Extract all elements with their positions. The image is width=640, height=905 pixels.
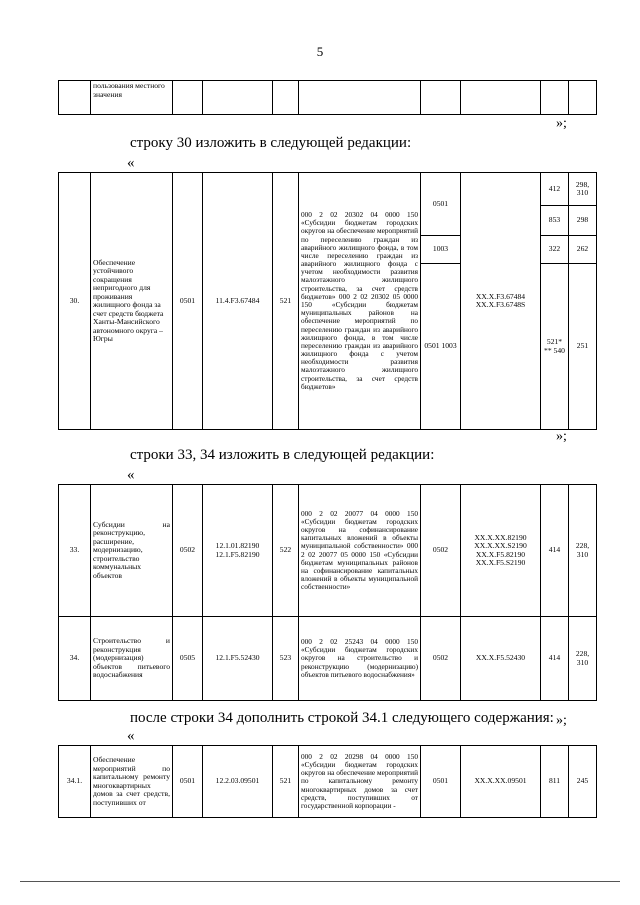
kvr-1: 412 (541, 173, 569, 206)
income-code-text: 000 2 02 20302 04 0000 150 «Субсидии бюджетам городских округов на обеспечение мероприятий по переселению граждан из аварийного жилищного фонда, в том числе переселению граждан из аварийного жилищного фонда с учетом необходимости развития малоэтажного жилищного строительства, за счет средств бюджетов» 000 2 02 20302 05 0000 150 «Субсидии бюджетам муниципальных районов на обеспечение мероприятий по переселению граждан из аварийного жилищного фонда, в том числе переселению граждан из аварийного жилищного фонда с учетом необходимости развития малоэтажного жилищного строительства, за счет средств бюджетов» (299, 173, 421, 430)
target-code: ХХ.Х.F3.67484 ХХ.Х.F3.6748S (461, 173, 541, 430)
heading-row30: строку 30 изложить в следующей редакции: (130, 135, 412, 151)
kosgu-3: 262 (569, 236, 597, 264)
row34-1-table (58, 745, 597, 818)
row-name: Обеспечение устойчивого сокращения непригодного для проживания жилищного фонда за счет средств бюджета Ханты-Мансийского автономного округа – Югры (91, 173, 173, 430)
rz-code-2: 0502 (421, 617, 461, 701)
kvr: 414 (541, 617, 569, 701)
row-number: 30. (59, 173, 91, 430)
rz-a: 0501 (421, 173, 461, 236)
open-quote: « (127, 728, 135, 744)
row-number: 34. (59, 617, 91, 701)
rz-code: 0502 (173, 485, 203, 617)
rz-b: 1003 (421, 236, 461, 264)
income-code-text: 000 2 02 25243 04 0000 150 «Субсидии бюджетам городских округов на строительство и реконструкцию (модернизацию) объектов питьевого водоснабжения» (299, 617, 421, 701)
heading-row34-1: после строки 34 дополнить строкой 34.1 следующего содержания: (130, 710, 554, 726)
rz-code-2: 0502 (421, 485, 461, 617)
kvr-2: 853 (541, 206, 569, 236)
kvr-3: 322 (541, 236, 569, 264)
rz-code: 0501 (173, 173, 203, 430)
close-mark: »; (556, 713, 567, 728)
csr-code: 12.2.03.09501 (203, 746, 273, 818)
vr-code: 521 (273, 173, 299, 430)
target-code: ХХ.Х.ХХ.82190 ХХ.Х.ХХ.S2190 ХХ.Х.F5.82190 ХХ.Х.F5.S2190 (461, 485, 541, 617)
row-number: 34.1. (59, 746, 91, 818)
close-mark: »; (556, 116, 567, 131)
kvr: 414 (541, 485, 569, 617)
page-number: 5 (316, 44, 324, 59)
vr-code: 521 (273, 746, 299, 818)
row30-table (58, 172, 597, 430)
open-quote: « (127, 467, 135, 483)
income-code-text: 000 2 02 20298 04 0000 150 «Субсидии бюджетам городских округов на обеспечение мероприятий по капитальному ремонту многоквартирных домов за счет средств, поступивших от государственной корпорации - (299, 746, 421, 818)
vr-code: 522 (273, 485, 299, 617)
rz-code-2: 0501 (421, 746, 461, 818)
page-bottom-rule (20, 881, 620, 882)
row-name: Обеспечение мероприятий по капитальному ремонту многоквартирных домов за счет средств, поступивших от (91, 746, 173, 818)
kosgu-4: 251 (569, 264, 597, 430)
csr-code: 12.1.F5.52430 (203, 617, 273, 701)
name-fragment: пользования местного значения (91, 81, 173, 115)
row-name: Строительство и реконструкция (модернизация) объектов питьевого водоснабжения (91, 617, 173, 701)
close-mark: »; (556, 429, 567, 444)
row33-34-table (58, 484, 597, 701)
heading-row33-34: строки 33, 34 изложить в следующей редакции: (130, 447, 435, 463)
row-number: 33. (59, 485, 91, 617)
csr-code: 12.1.01.82190 12.1.F5.82190 (203, 485, 273, 617)
kosgu: 228, 310 (569, 617, 597, 701)
vr-code: 523 (273, 617, 299, 701)
income-code-text: 000 2 02 20077 04 0000 150 «Субсидии бюджетам городских округов на софинансирование капитальных вложений в объекты муниципальной собственности» 000 2 02 20077 05 0000 150 «Субсидии бюджетам муниципальных районов на софинансирование капитальных вложений в объекты муниципальной собственности» (299, 485, 421, 617)
open-quote: « (127, 155, 135, 171)
target-code: ХХ.Х.F5.52430 (461, 617, 541, 701)
kosgu: 245 (569, 746, 597, 818)
csr-code: 11.4.F3.67484 (203, 173, 273, 430)
top-table (58, 80, 597, 115)
rz-c: 0501 1003 (421, 264, 461, 430)
kosgu: 228, 310 (569, 485, 597, 617)
kvr-4: 521* ** 540 (541, 264, 569, 430)
rz-code: 0501 (173, 746, 203, 818)
target-code: ХХ.Х.ХХ.09501 (461, 746, 541, 818)
row-name: Субсидии на реконструкцию, расширение, модернизацию, строительство коммунальных объектов (91, 485, 173, 617)
kvr: 811 (541, 746, 569, 818)
rz-code: 0505 (173, 617, 203, 701)
kosgu-2: 298 (569, 206, 597, 236)
kosgu-1: 298, 310 (569, 173, 597, 206)
